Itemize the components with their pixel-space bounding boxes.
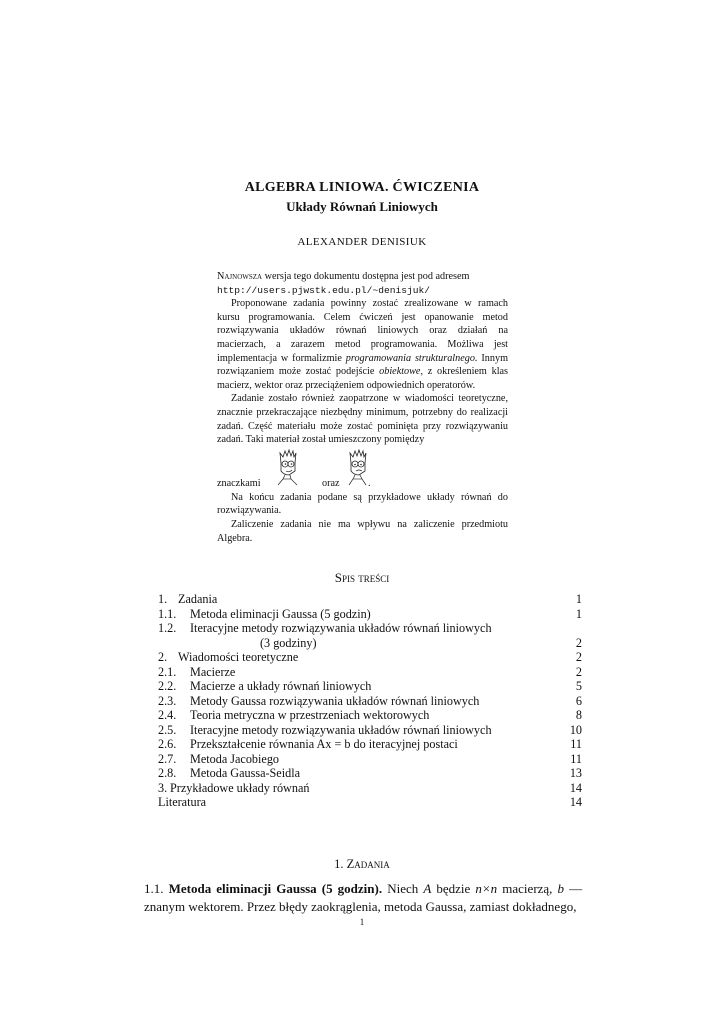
toc-row[interactable]: Literatura 14: [158, 795, 582, 809]
abstract-paragraph-1: Najnowsza wersja tego dokumentu dostępna jest pod adresem http://users.pjwstk.edu.pl/~denisjuk/: [217, 271, 470, 296]
toc-row[interactable]: 2.8. Metoda Gaussa-Seidla 13: [158, 766, 582, 780]
abstract-paragraph-4: Na końcu zadania podane są przykładowe układy równań do rozwiązywania.: [217, 491, 508, 517]
toc-row[interactable]: 2.3. Metody Gaussa rozwiązywania układów równań liniowych 6: [158, 693, 582, 708]
toc-row[interactable]: 2.4. Teoria metryczna w przestrzeniach wektorowych 8: [158, 708, 582, 722]
toc-row[interactable]: 2.2. Macierze a układy równań liniowych 5: [158, 679, 582, 693]
bart-start-marker-icon: [275, 449, 301, 487]
toc-row[interactable]: 2.5. Iteracyjne metody rozwiązywania układów równań liniowych 10: [158, 722, 582, 737]
toc-row[interactable]: 3. Przykładowe układy równań 14: [158, 780, 582, 795]
toc-row[interactable]: 1. Zadania 1: [158, 592, 582, 606]
document-subtitle: Układy Równań Liniowych: [286, 199, 438, 214]
abstract-paragraph-2: Proponowane zadania powinny zostać zrealizowane w ramach kursu programowania. Celem ćwiczeń jest opanowanie metod rozwiązywania układów równań liniowych oraz działań na macierzach, a zarazem metod programowania. Możliwa jest implementacja w formalizmie programowania strukturalnego. Innym rozwiązaniem może zostać podejście obiektowe, z określeniem klas macierz, wektor oraz przeciążeniem odpowiednich operatorów.: [217, 298, 509, 391]
subsection-heading: Metoda eliminacji Gaussa (5 godzin).: [168, 881, 383, 896]
toc-row[interactable]: 2.1. Macierze 2: [158, 664, 582, 679]
toc-row[interactable]: 1.2. Iteracyjne metody rozwiązywania układów równań liniowych: [158, 621, 492, 635]
section-paragraph: 1.1. Metoda eliminacji Gaussa (5 godzin). Niech A będzie n×n macierzą, b — znanym wektorem. Przez błędy zaokrąglenia, metoda Gaussa, zamiast dokładnego,: [144, 881, 583, 914]
section-heading: 1. Zadania: [334, 857, 390, 871]
abstract: [217, 270, 508, 545]
toc-row[interactable]: 2. Wiadomości teoretyczne 2: [158, 650, 582, 664]
table-of-contents: [158, 592, 582, 810]
toc-row[interactable]: 2.6. Przekształcenie równania Ax = b do iteracyjnej postaci 11: [158, 737, 582, 751]
document-title: ALGEBRA LINIOWA. ĆWICZENIA: [244, 180, 480, 195]
toc-row[interactable]: 2.7. Metoda Jacobiego 11: [158, 751, 582, 766]
toc-row[interactable]: 1.1. Metoda eliminacji Gaussa (5 godzin) 1: [158, 606, 582, 621]
toc-heading: Spis treści: [334, 570, 390, 585]
abstract-paragraph-5: Zaliczenie zadania nie ma wpływu na zaliczenie przedmiotu Algebra.: [217, 518, 508, 544]
page-number: 1: [359, 917, 365, 927]
toc-row[interactable]: (3 godziny) 2: [260, 635, 582, 650]
author-name: ALEXANDER DENISIUK: [297, 236, 427, 248]
marker-illustrations: znaczkami oraz .: [217, 449, 508, 491]
document-url-link[interactable]: http://users.pjwstk.edu.pl/~denisjuk/: [217, 284, 431, 296]
abstract-paragraph-3: Zadanie zostało również zaopatrzone w wiadomości teoretyczne, znacznie przekraczające niezbędny minimum, potrzebny do realizacji zadań. Część materiału może zostać pominięta przy rozwiązywaniu zadań. Taki materiał został umieszczony pomiędzy: [217, 393, 508, 446]
lead-word: Najnowsza: [217, 271, 263, 282]
